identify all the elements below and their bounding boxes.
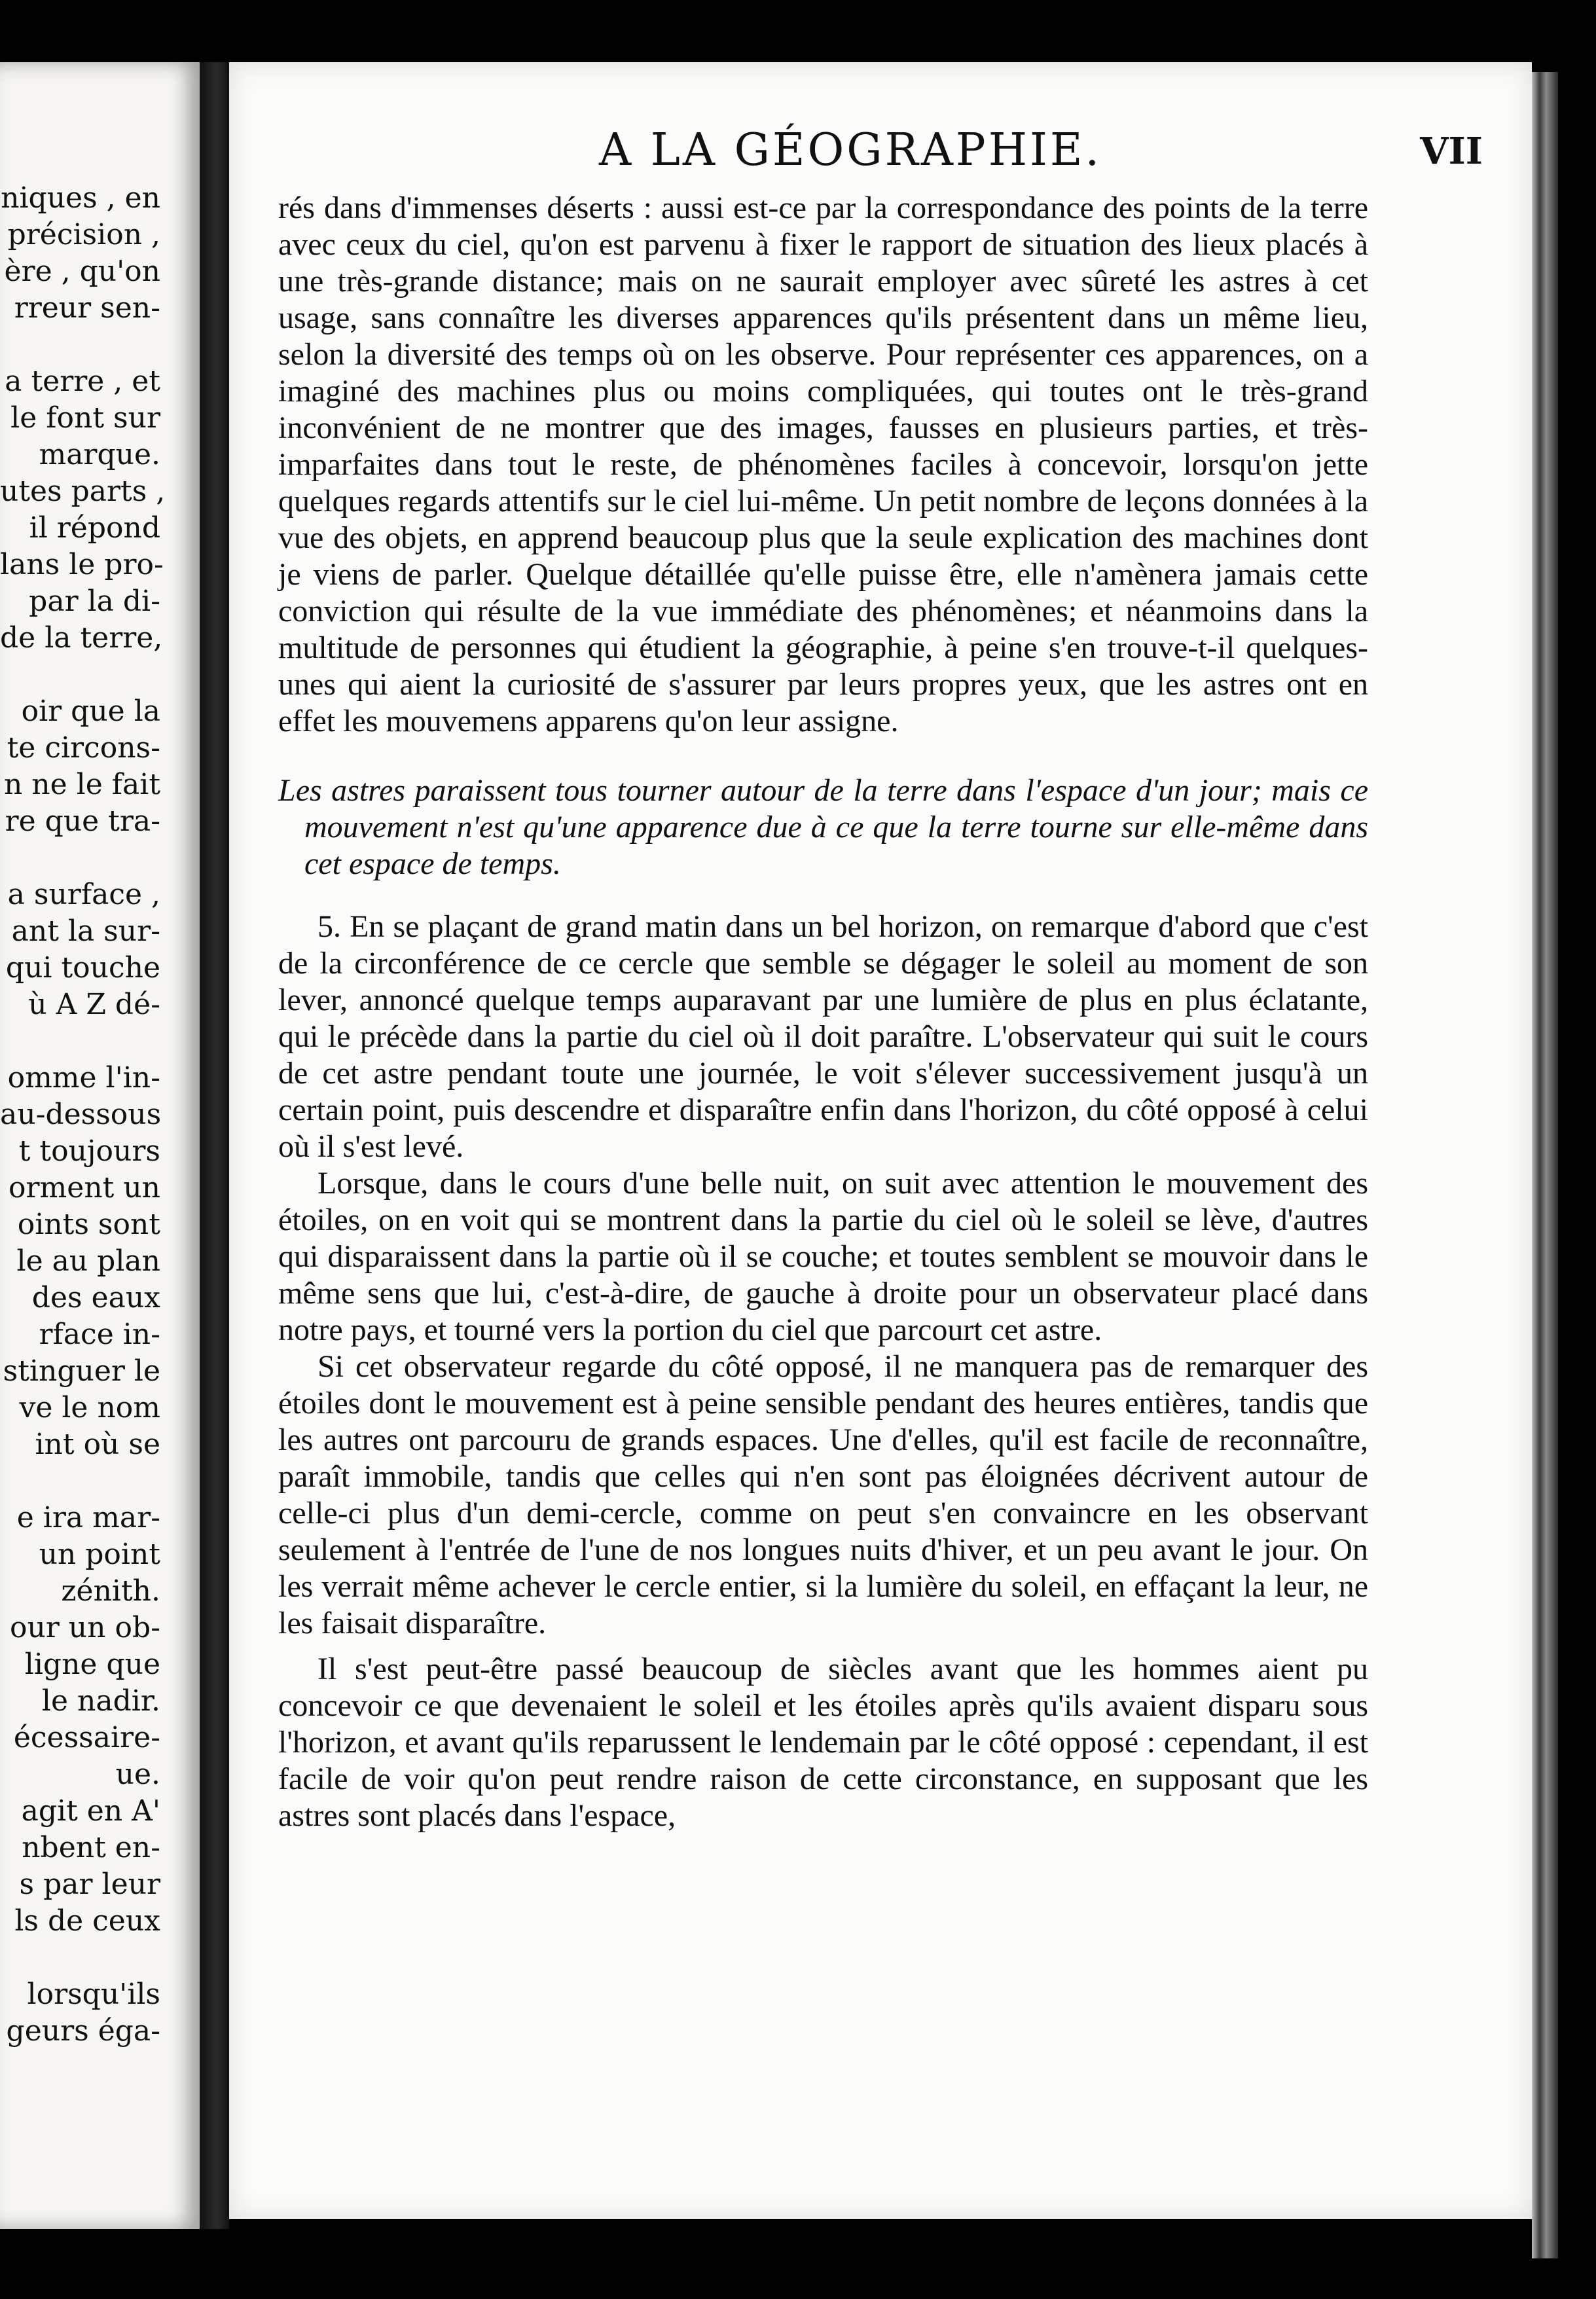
left-page-line: il répond bbox=[29, 511, 160, 545]
left-page-line bbox=[0, 1940, 160, 1976]
left-page-line: ù A Z dé- bbox=[28, 988, 160, 1021]
left-page-line: int où se bbox=[35, 1428, 160, 1461]
left-page-line: oints sont bbox=[17, 1208, 160, 1241]
left-page-line bbox=[0, 327, 160, 363]
left-page-line: t toujours bbox=[18, 1134, 160, 1168]
book-gutter bbox=[200, 62, 229, 2229]
paragraph-centuries: Il s'est peut-être passé beaucoup de siècles avant que les hommes aient pu concevoir ce que devenaient le soleil et les étoiles après qu'ils avaient disparu sous l'horizon, et avant qu'ils reparussent le lendemain par le côté opposé : cependant, il est facile de voir qu'on peut rendre raison de cette circonstance, en supposant que les astres sont placés dans l'espace, bbox=[278, 1652, 1368, 1833]
left-page-line: le nadir. bbox=[41, 1684, 160, 1718]
left-page-line: écessaire- bbox=[13, 1721, 160, 1754]
left-page-line: e ira mar- bbox=[16, 1501, 160, 1534]
running-title: A LA GÉOGRAPHIE. bbox=[599, 124, 1102, 176]
left-page-line: zénith. bbox=[61, 1574, 160, 1608]
paragraph-5: 5. En se plaçant de grand matin dans un bel horizon, on remarque d'abord que c'est de la circonférence de ce cercle que semble se dégager le soleil au moment de son lever, annoncé quelque temps auparavant par une lumière de plus en plus éclatante, qui le précède dans la partie du ciel où il doit paraître. L'observateur qui suit le cours de cet astre pendant toute une journée, le voit s'élever successivement jusqu'à un certain point, puis descendre et disparaître enfin dans l'horizon, du côté opposé à celui où il s'est levé. bbox=[278, 909, 1368, 1164]
left-page-line: our un ob- bbox=[9, 1611, 160, 1644]
left-page-line: omme l'in- bbox=[7, 1061, 160, 1095]
left-page-line: ant la sur- bbox=[11, 914, 160, 948]
left-page-line: qui touche bbox=[5, 951, 160, 985]
left-page-line: a terre , et bbox=[5, 365, 160, 398]
left-page-line: agit en A' bbox=[21, 1794, 160, 1828]
left-page-line: de la terre, bbox=[0, 621, 163, 655]
left-page-line: ls de ceux bbox=[14, 1904, 160, 1938]
left-page-line: niques , en bbox=[1, 181, 160, 215]
left-page-line: marque. bbox=[39, 438, 160, 471]
left-page-line: n ne le fait bbox=[3, 768, 160, 801]
left-page-line: au-dessous bbox=[0, 1098, 162, 1131]
left-page-line: a surface , bbox=[7, 878, 160, 911]
left-page-line: rreur sen- bbox=[14, 291, 160, 325]
left-page-line: ue. bbox=[115, 1758, 160, 1791]
main-text-block bbox=[278, 190, 1368, 1834]
right-page bbox=[229, 62, 1532, 2219]
page-edge-stack bbox=[1532, 72, 1558, 2258]
left-page-line: ligne que bbox=[24, 1648, 160, 1681]
page-header bbox=[229, 124, 1532, 190]
left-page-line: le au plan bbox=[16, 1244, 160, 1278]
left-page-line: nbent en- bbox=[22, 1831, 160, 1864]
left-page-line bbox=[0, 840, 160, 877]
left-page-line: ère , qu'on bbox=[4, 255, 160, 288]
left-page-line: te circons- bbox=[7, 731, 160, 765]
left-page-line bbox=[0, 657, 160, 693]
left-page-line: orment un bbox=[9, 1171, 160, 1204]
left-page-line: geurs éga- bbox=[6, 2014, 160, 2048]
left-page-line: re que tra- bbox=[5, 805, 160, 838]
paragraph-continued: rés dans d'immenses déserts : aussi est-ce par la correspondance des points de la terre avec ceux du ciel, qu'on est parvenu à fixer le rapport de situation des lieux placés à une très-grande distance; mais on ne saurait employer avec sûreté les astres à cet usage, sans connaître les diverses apparences qu'ils présentent dans un même lieu, selon la diversité des temps où on les observe. Pour représenter ces apparences, on a imaginé des machines plus ou moins compliquées, qui toutes ont le très-grand inconvénient de ne montrer que des images, fausses en plusieurs parties, et très-imparfaites dans tout le reste, de phénomènes faciles à concevoir, lorsqu'on jette quelques regards attentifs sur le ciel lui-même. Un petit nombre de leçons données à la vue des objets, en apprend beaucoup plus que la seule explication des machines dont je viens de parler. Quelque détaillée qu'elle puisse être, elle n'amènera jamais cette conviction qui résulte de la vue immédiate des phénomènes; et néanmoins dans la multitude de personnes qui étudient la géographie, à peine s'en trouve-t-il quelques-unes qui aient la curiosité de s'assurer par leurs propres yeux, que les astres ont en effet les mouvemens apparens qu'on leur assigne. bbox=[278, 190, 1368, 738]
left-page-text-fragments bbox=[0, 180, 166, 2050]
paragraph-observer-opposite: Si cet observateur regarde du côté opposé, il ne manquera pas de remarquer des étoiles dont le mouvement est à peine sensible pendant des heures entières, tandis que les autres ont parcouru de grands espaces. Une d'elles, qu'il est facile de reconnaître, paraît immobile, tandis que celles qui n'en sont pas éloignées décrivent autour de celle-ci plus d'un demi-cercle, comme on peut s'en convaincre en les observant seulement à l'entrée de l'une de nos longues nuits d'hiver, et un peu avant le jour. On les verrait même achever le cercle entier, si la lumière du soleil, en effaçant la leur, ne les faisait disparaître. bbox=[278, 1349, 1368, 1640]
left-page-line: le font sur bbox=[10, 401, 160, 435]
left-page-line: par la di- bbox=[29, 585, 160, 618]
page-number: VII bbox=[1420, 130, 1483, 173]
left-page-line: stinguer le bbox=[3, 1354, 160, 1388]
left-page-line: précision , bbox=[7, 218, 160, 251]
left-page-line: oir que la bbox=[21, 695, 160, 728]
left-facing-page bbox=[0, 62, 200, 2229]
left-page-line bbox=[0, 1023, 160, 1060]
left-page-line: ve le nom bbox=[19, 1391, 160, 1424]
section-heading-italic: Les astres paraissent tous tourner autour de la terre dans l'espace d'un jour; mais ce mouvement n'est qu'une apparence due à ce que la terre tourne sur elle-même dans cet espace de temps. bbox=[278, 773, 1368, 881]
left-page-line: lans le pro- bbox=[0, 548, 164, 581]
left-page-line: s par leur bbox=[19, 1868, 160, 1901]
left-page-line: utes parts , bbox=[0, 475, 166, 508]
left-page-line bbox=[0, 1463, 160, 1500]
paragraph-stars-night: Lorsque, dans le cours d'une belle nuit, on suit avec attention le mouvement des étoiles, on en voit qui se montrent dans la partie du ciel où le soleil se lève, d'autres qui disparaissent dans la partie où il se couche; et toutes semblent se mouvoir dans le même sens que lui, c'est-à-dire, de gauche à droite pour un observateur placé dans notre pays, et tourné vers la portion du ciel que parcourt cet astre. bbox=[278, 1166, 1368, 1347]
left-page-line: un point bbox=[39, 1538, 160, 1571]
left-page-line: rface in- bbox=[39, 1318, 160, 1351]
left-page-line: des eaux bbox=[31, 1281, 160, 1314]
left-page-line: lorsqu'ils bbox=[27, 1978, 160, 2011]
